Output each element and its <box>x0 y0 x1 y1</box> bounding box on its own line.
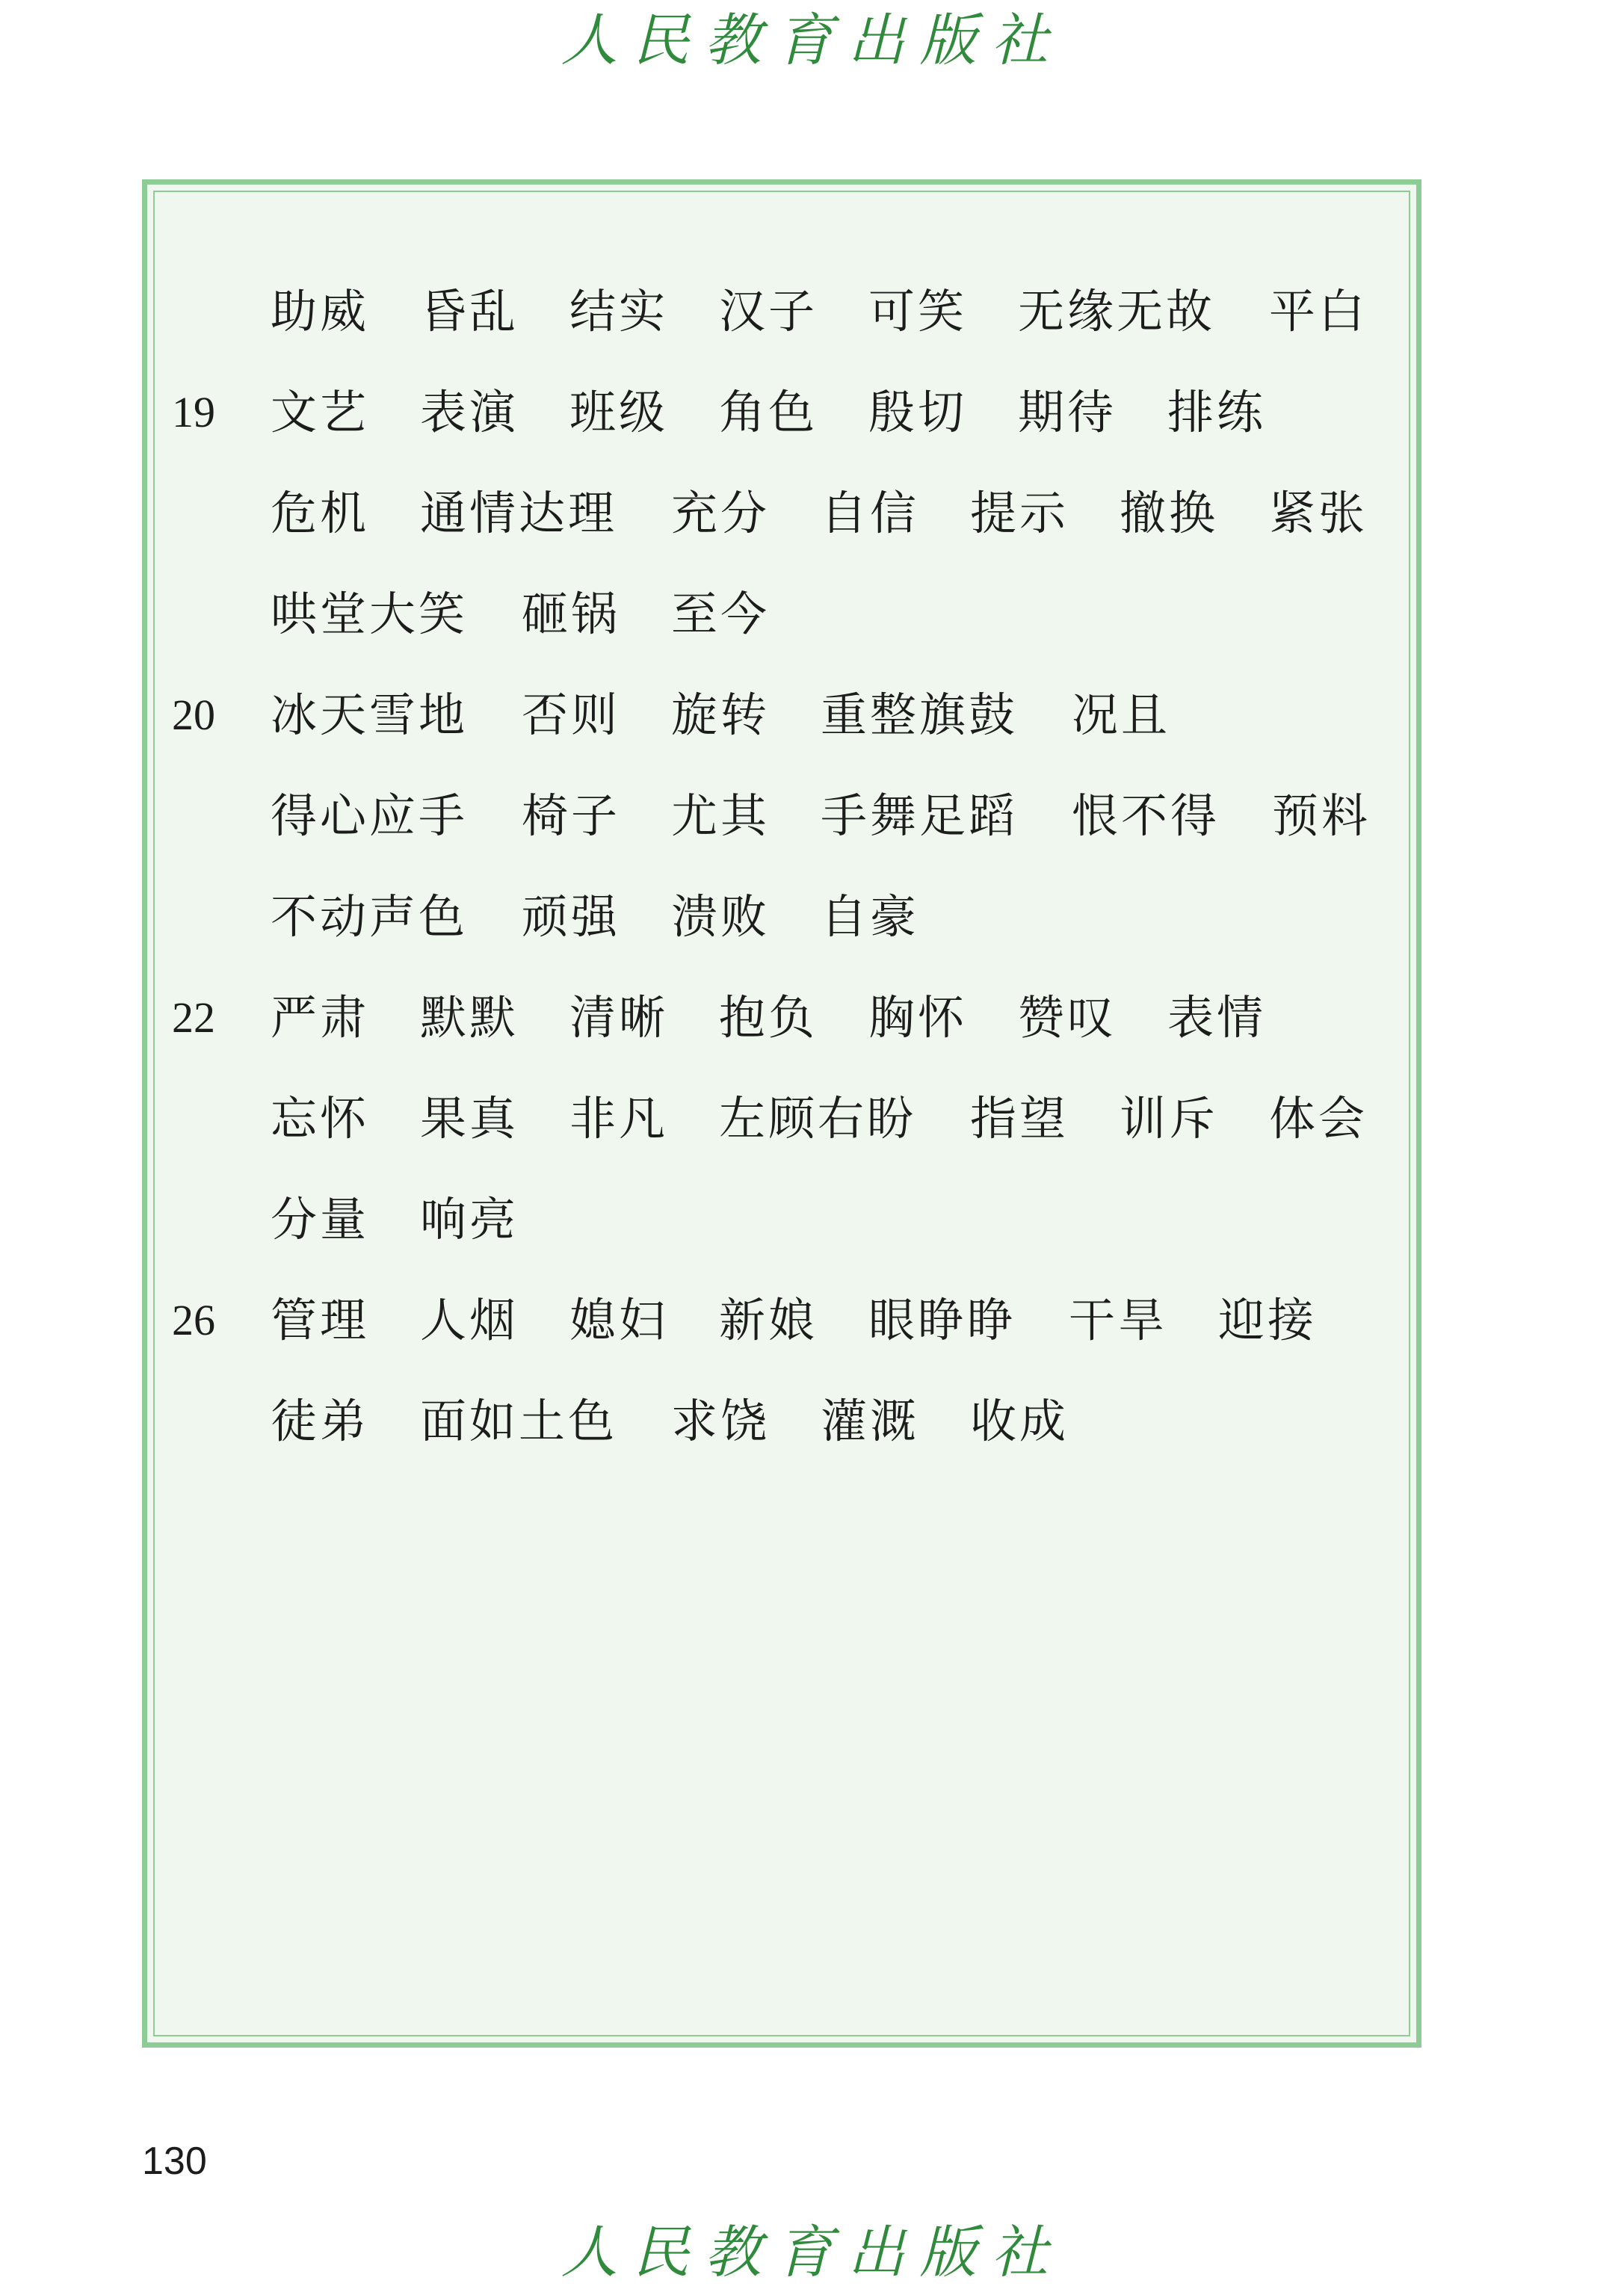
vocab-word: 至今 <box>671 587 771 641</box>
vocab-word: 手舞足蹈 <box>821 788 1019 843</box>
vocab-word: 管理 <box>271 1293 370 1347</box>
vocab-word: 不动声色 <box>271 889 469 944</box>
vocab-word: 撤换 <box>1120 486 1219 540</box>
vocab-word: 期待 <box>1018 385 1117 439</box>
vocab-word: 干旱 <box>1069 1293 1168 1347</box>
vocab-line <box>172 379 1398 480</box>
vocab-line <box>172 1186 1398 1287</box>
vocab-word: 助威 <box>271 284 370 339</box>
vocab-line <box>172 480 1398 581</box>
vocab-word: 充分 <box>671 486 771 540</box>
vocab-word: 体会 <box>1269 1091 1368 1146</box>
vocab-word: 冰天雪地 <box>271 688 469 742</box>
vocab-word: 否则 <box>522 688 621 742</box>
vocab-word: 可笑 <box>868 284 968 339</box>
vocab-word: 恨不得 <box>1072 788 1220 843</box>
vocab-word: 新娘 <box>719 1293 818 1347</box>
vocab-word: 眼睁睁 <box>868 1293 1017 1347</box>
vocab-word: 清晰 <box>569 990 669 1045</box>
vocab-word: 无缘无故 <box>1018 284 1216 339</box>
lesson-number: 26 <box>172 1296 215 1344</box>
vocab-line <box>172 1287 1398 1388</box>
vocab-word: 徒弟 <box>271 1394 370 1448</box>
vocab-word: 自豪 <box>821 889 920 944</box>
vocab-word: 灌溉 <box>821 1394 920 1448</box>
vocab-word: 结实 <box>569 284 669 339</box>
vocab-line <box>172 883 1398 984</box>
vocab-word: 面如土色 <box>420 1394 618 1448</box>
vocab-word: 班级 <box>569 385 669 439</box>
vocab-word: 顽强 <box>522 889 621 944</box>
vocab-word: 况且 <box>1072 688 1171 742</box>
vocab-word: 默默 <box>420 990 519 1045</box>
vocab-word: 溃败 <box>671 889 771 944</box>
vocab-word: 自信 <box>821 486 920 540</box>
vocab-line <box>172 581 1398 682</box>
vocab-word: 训斥 <box>1120 1091 1219 1146</box>
vocab-word: 哄堂大笑 <box>271 587 469 641</box>
vocab-word: 表情 <box>1167 990 1267 1045</box>
vocab-word: 椅子 <box>522 788 621 843</box>
publisher-header-logo: 人民教育出版社 <box>561 7 1063 73</box>
vocab-word: 收成 <box>970 1394 1069 1448</box>
lesson-number: 20 <box>172 691 215 739</box>
vocab-word: 预料 <box>1272 788 1371 843</box>
vocab-line <box>172 682 1398 782</box>
vocab-word: 表演 <box>420 385 519 439</box>
vocab-word: 昏乱 <box>420 284 519 339</box>
vocabulary-list <box>172 278 1398 1489</box>
vocab-word: 紧张 <box>1269 486 1368 540</box>
vocab-word: 响亮 <box>420 1192 519 1247</box>
page-number: 130 <box>142 2140 207 2183</box>
vocab-word: 迎接 <box>1218 1293 1318 1347</box>
vocab-word: 尤其 <box>671 788 771 843</box>
vocab-word: 胸怀 <box>868 990 968 1045</box>
publisher-footer-logo: 人民教育出版社 <box>561 2219 1063 2285</box>
vocab-word: 忘怀 <box>271 1091 370 1146</box>
vocab-line <box>172 1085 1398 1186</box>
vocab-line <box>172 1388 1398 1489</box>
vocab-word: 危机 <box>271 486 370 540</box>
vocab-word: 汉子 <box>719 284 818 339</box>
vocab-word: 殷切 <box>868 385 968 439</box>
vocab-word: 果真 <box>420 1091 519 1146</box>
lesson-number: 19 <box>172 388 215 436</box>
vocab-word: 抱负 <box>719 990 818 1045</box>
vocab-word: 人烟 <box>420 1293 519 1347</box>
vocab-word: 角色 <box>719 385 818 439</box>
vocab-word: 指望 <box>970 1091 1069 1146</box>
vocab-line <box>172 984 1398 1085</box>
vocab-line <box>172 782 1398 883</box>
lesson-number: 22 <box>172 993 215 1042</box>
vocab-word: 文艺 <box>271 385 370 439</box>
vocab-word: 得心应手 <box>271 788 469 843</box>
vocab-word: 左顾右盼 <box>719 1091 917 1146</box>
vocab-word: 重整旗鼓 <box>821 688 1019 742</box>
vocab-word: 媳妇 <box>569 1293 669 1347</box>
vocab-word: 旋转 <box>671 688 771 742</box>
vocab-word: 砸锅 <box>522 587 621 641</box>
vocab-word: 严肃 <box>271 990 370 1045</box>
vocab-word: 排练 <box>1167 385 1267 439</box>
vocab-word: 赞叹 <box>1018 990 1117 1045</box>
vocab-word: 求饶 <box>671 1394 771 1448</box>
vocab-word: 平白 <box>1269 284 1368 339</box>
vocab-word: 非凡 <box>569 1091 669 1146</box>
vocab-word: 通情达理 <box>420 486 618 540</box>
vocab-line <box>172 278 1398 379</box>
vocab-word: 提示 <box>970 486 1069 540</box>
vocab-word: 分量 <box>271 1192 370 1247</box>
